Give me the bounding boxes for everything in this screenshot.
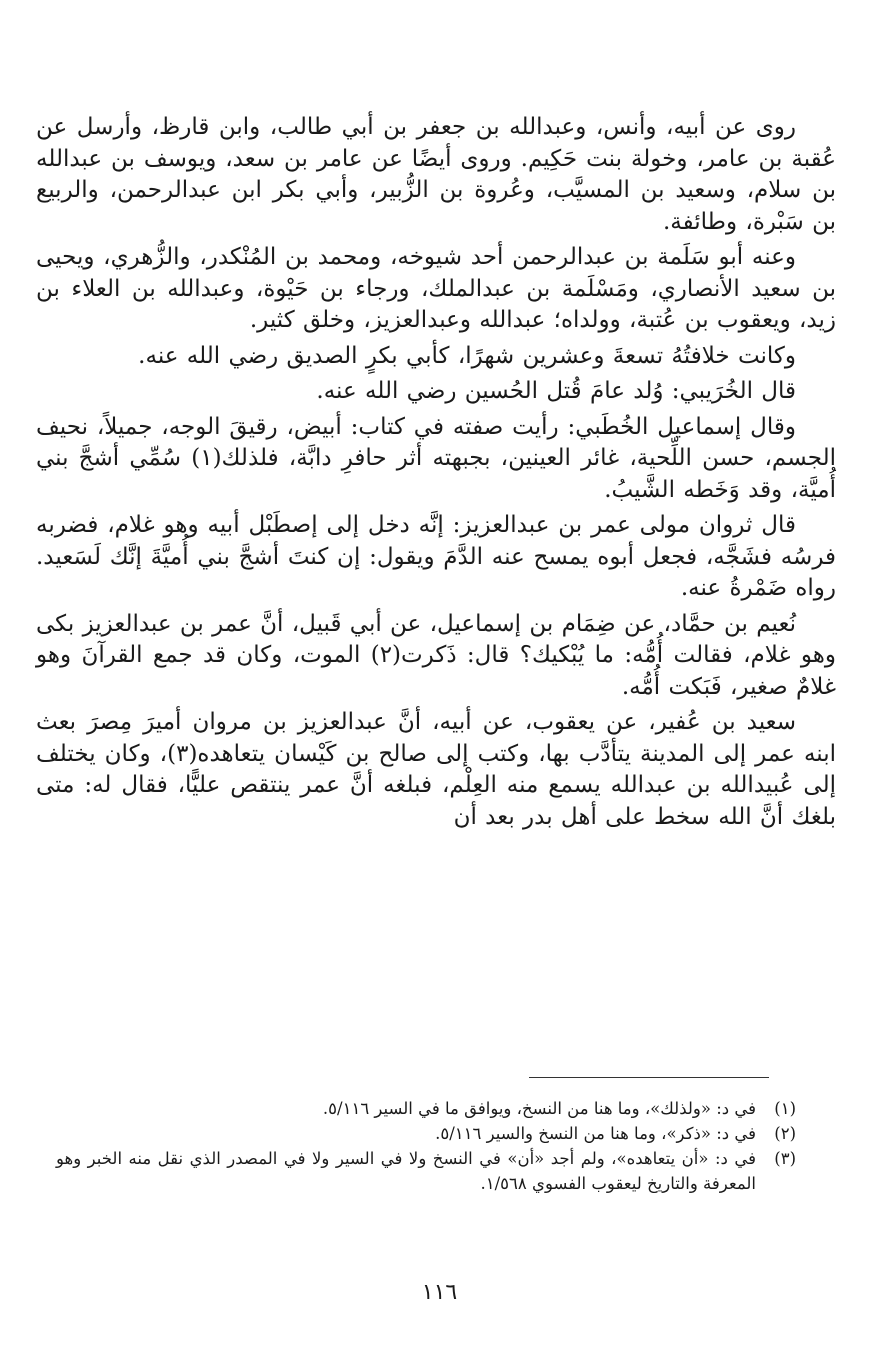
footnote (56, 1146, 796, 1196)
paragraph: وقال إسماعيل الخُطَبي: رأيت صفته في كتاب: أبيض، رقيقَ الوجه، جميلاً، نحيف الجسم، حسن اللِّحية، غائر العينين، بجبهته أثر حافرِ دابَّة، فلذلك(١) سُمِّي أشجَّ بني أُميَّة، وقد وَخَطه الشَّيبُ. (36, 413, 836, 503)
footnote-separator (529, 1077, 769, 1078)
footnotes (56, 1096, 796, 1196)
paragraph: نُعيم بن حمَّاد، عن ضِمَام بن إسماعيل، عن أبي قَبيل، أنَّ عمر بن عبدالعزيز بكى وهو غلام، فقالت أُمُّه: ما يُبْكيك؟ قال: ذَكرت(٢) الموت، وكان قد جمع القرآنَ وهو غلامٌ صغير، فَبَكت أُمُّه. (36, 610, 836, 700)
footnote-text: في د: «أن يتعاهده»، ولم أجد «أن» في النسخ ولا في السير ولا في المصدر الذي نقل منه الخبر وهو المعرفة والتاريخ ليعقوب الفسوي ١/٥٦٨. (56, 1149, 756, 1193)
footnote-text: في د: «ذكر»، وما هنا من النسخ والسير ٥/١١٦. (435, 1124, 756, 1143)
footnote-number: (٢) (774, 1124, 796, 1143)
paragraph: وعنه أبو سَلَمة بن عبدالرحمن أحد شيوخه، ومحمد بن المُنْكدر، والزُّهري، ويحيى بن سعيد الأنصاري، ومَسْلَمة بن عبدالملك، ورجاء بن حَيْوة، وعبدالله بن العلاء بن زيد، ويعقوب بن عُتبة، وولداه؛ عبدالله وعبدالعزيز، وخلق كثير. (36, 244, 836, 333)
paragraph: روى عن أبيه، وأنس، وعبدالله بن جعفر بن أبي طالب، وابن قارظ، وأرسل عن عُقبة بن عامر، وخولة بنت حَكِيم. وروى أيضًا عن عامر بن سعد، ويوسف بن عبدالله بن سلام، وسعيد بن المسيَّب، وعُروة بن الزُّبير، وأبي بكر ابن عبدالرحمن، والربيع بن سَبْرة، وطائفة. (36, 114, 836, 235)
footnote (56, 1121, 796, 1146)
footnote-number: (١) (774, 1099, 796, 1118)
page-number: ١١٦ (421, 1280, 458, 1305)
footnote-text: في د: «ولذلك»، وما هنا من النسخ، ويوافق ما في السير ٥/١١٦. (322, 1099, 756, 1118)
paragraph: قال الخُرَيبي: وُلد عامَ قُتل الحُسين رضي الله عنه. (316, 378, 796, 404)
main-text (36, 112, 836, 837)
footnote (56, 1096, 796, 1121)
paragraph: سعيد بن عُفير، عن يعقوب، عن أبيه، أنَّ عبدالعزيز بن مروان أميرَ مِصرَ بعث ابنه عمر إلى المدينة يتأدَّب بها، وكتب إلى صالح بن كَيْسان يتعاهده(٣)، وكان يختلف إلى عُبيدالله بن عبدالله يسمع منه العِلْم، فبلغه أنَّ عمر ينتقص عليًّا، فقال له: متى بلغك أنَّ الله سخط على أهل بدر بعد أن (36, 709, 837, 830)
footnote-number: (٣) (774, 1149, 796, 1168)
paragraph: وكانت خلافتُهُ تسعةَ وعشرين شهرًا، كأبي بكرٍ الصديق رضي الله عنه. (138, 342, 796, 369)
paragraph: قال ثروان مولى عمر بن عبدالعزيز: إنَّه دخل إلى إصطَبْل أبيه وهو غلام، فضربه فرسُه فشَجَّه، فجعل أبوه يمسح عنه الدَّمَ ويقول: إن كنتَ أشجَّ بني أُميَّةَ إنَّك لَسَعيد. رواه ضَمْرةُ عنه. (36, 512, 836, 601)
